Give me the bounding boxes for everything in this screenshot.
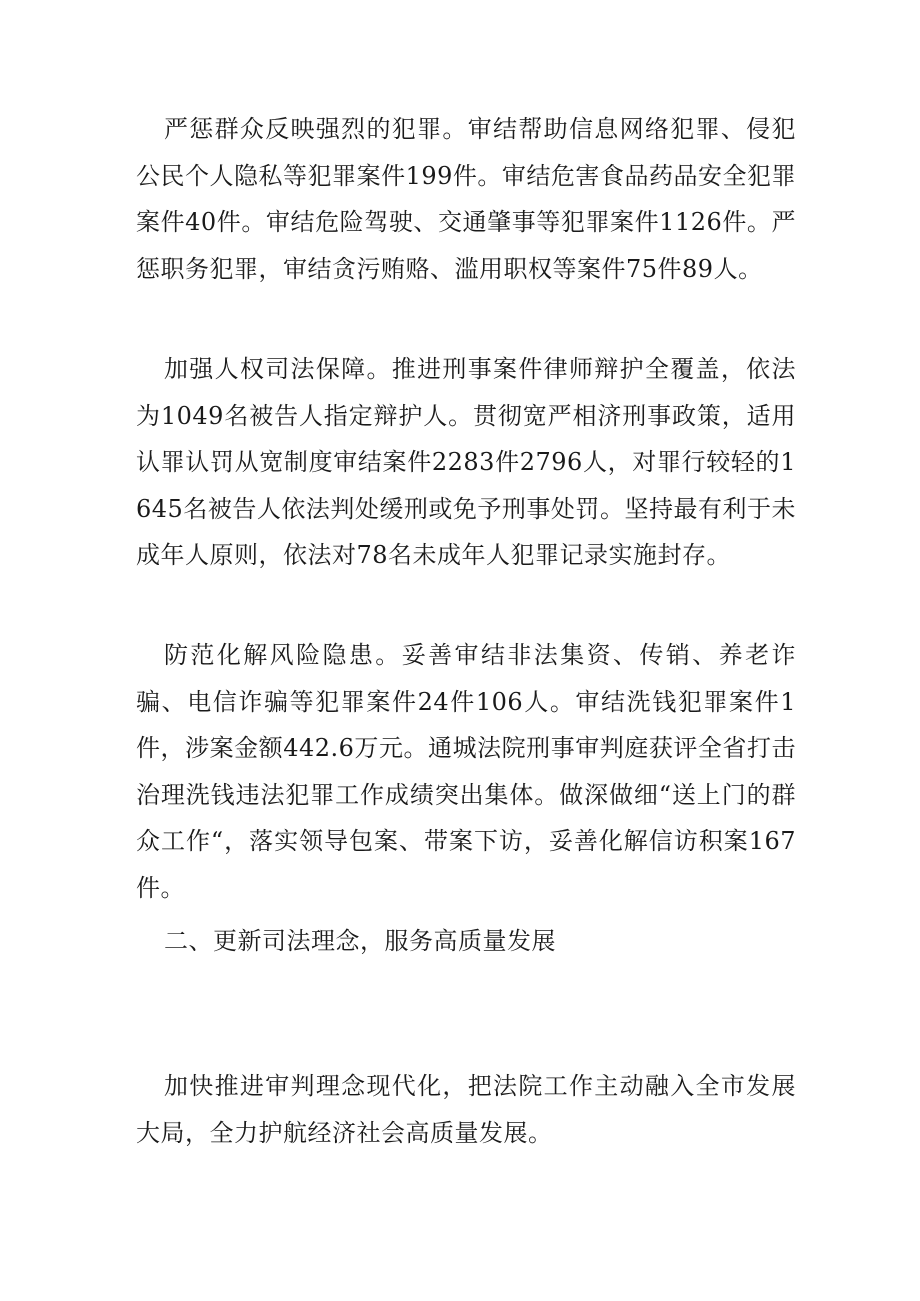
section-heading: 二、更新司法理念，服务高质量发展 — [164, 927, 556, 955]
paragraph-modernization: 加快推进审判理念现代化，把法院工作主动融入全市发展大局，全力护航经济社会高质量发展。 — [136, 1072, 796, 1147]
paragraph-risk-prevention: 防范化解风险隐患。妥善审结非法集资、传销、养老诈骗、电信诈骗等犯罪案件24件106人。审结洗钱犯罪案件1件，涉案金额442.6万元。通城法院刑事审判庭获评全省打击治理洗钱违法犯罪工作成绩突出集体。做深做细“送上门的群众工作“，落实领导包案、带案下访，妥善化解信访积案167件。 — [136, 641, 796, 902]
paragraph-human-rights: 加强人权司法保障。推进刑事案件律师辩护全覆盖，依法为1049名被告人指定辩护人。贯彻宽严相济刑事政策，适用认罪认罚从宽制度审结案件2283件2796人，对罪行较轻的1645名被告人依法判处缓刑或免予刑事处罚。坚持最有利于未成年人原则，依法对78名未成年人犯罪记录实施封存。 — [136, 355, 796, 569]
paragraph-crime-punishment: 严惩群众反映强烈的犯罪。审结帮助信息网络犯罪、侵犯公民个人隐私等犯罪案件199件。审结危害食品药品安全犯罪案件40件。审结危险驾驶、交通肇事等犯罪案件1126件。严惩职务犯罪，审结贪污贿赂、滥用职权等案件75件89人。 — [136, 115, 796, 283]
